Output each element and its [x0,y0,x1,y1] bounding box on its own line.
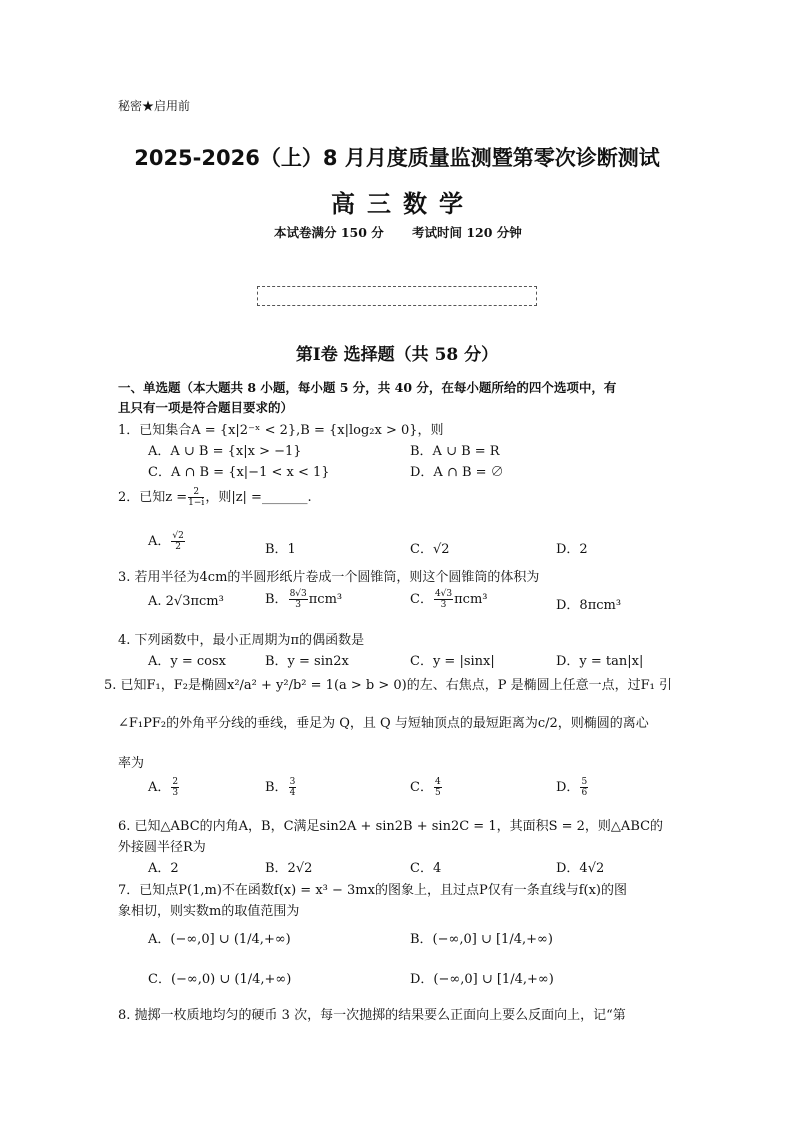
q2-option-c: C．√2 [410,542,450,557]
part-title: 第Ⅰ卷 选择题（共 58 分） [295,345,499,365]
q5-a-label: A． [148,780,171,795]
q5-d-num: 5 [581,777,588,787]
q1-option-a: A．A ∪ B = {x|x > −1} [148,444,302,459]
q5-b-num: 3 [289,777,296,787]
q4-option-c: C．y = |sinx| [410,654,495,669]
q2-frac-den: 1−i [188,498,205,508]
q2-a-label: A． [148,534,171,549]
confidential-label: 秘密★启用前 [118,99,191,113]
q7-line2: 象相切，则实数m的取值范围为 [118,904,300,919]
q5-b-label: B． [265,780,288,795]
q4-option-a: A．y = cosx [148,654,227,669]
q2-stem-pre: 2．已知z = [118,490,188,505]
q4-stem: 4. 下列函数中，最小正周期为π的偶函数是 [118,633,365,648]
subject-title: 高三数学 [331,189,475,218]
exam-time: 考试时间 120 分钟 [412,225,522,240]
q3-option-a: A. 2√3πcm³ [148,594,224,609]
exam-title: 2025-2026（上）8 月月度质量监测暨第零次诊断测试 [134,146,660,170]
section-instruction-line2: 且只有一项是符合题目要求的） [118,400,294,415]
q4-option-b: B．y = sin2x [265,654,349,669]
q2-a-den: 2 [175,542,181,552]
q6-line1: 6. 已知△ABC的内角A，B，C满足sin2A + sin2B + sin2C = 1，其面积S = 2，则△ABC的 [118,819,664,834]
q1-stem: 1．已知集合A = {x|2⁻ˣ < 2},B = {x|log₂x > 0}，则 [118,423,444,438]
full-marks: 本试卷满分 150 分 [274,225,384,240]
q4-option-d: D．y = tan|x| [556,654,644,669]
q6-option-c: C．4 [410,861,442,876]
q3-c-den: 3 [440,600,447,610]
q2-option-a [148,530,186,552]
q1-option-b: B．A ∪ B = R [410,444,500,459]
q5-c-label: C． [410,780,433,795]
q3-c-num: 4√3 [434,589,453,599]
q2-stem-post: ，则|z| =_______. [205,490,312,505]
q5-a-num: 2 [172,777,179,787]
section-instruction-line1: 一、单选题（本大题共 8 小题，每小题 5 分，共 40 分，在每小题所给的四个选项中，有 [118,380,617,395]
q5-option-d [556,776,589,798]
q1-option-c: C．A ∩ B = {x|−1 < x < 1} [148,465,330,480]
q5-option-c [410,776,443,798]
q5-a-den: 3 [172,788,179,798]
q3-option-b [265,588,342,610]
q5-b-fraction [289,777,297,798]
q3-b-den: 3 [295,600,302,610]
q2-stem [118,486,312,508]
q5-b-den: 4 [289,788,296,798]
q6-option-a: A．2 [148,861,179,876]
q5-d-label: D． [556,780,580,795]
q3-b-num: 8√3 [289,589,307,599]
q7-option-d: D．(−∞,0] ∪ [1/4,+∞) [410,972,554,987]
q5-c-num: 4 [434,777,441,787]
q3-option-c [410,588,488,610]
q5-c-den: 5 [434,788,441,798]
q8-line1: 8. 抛掷一枚质地均匀的硬币 3 次，每一次抛掷的结果要么正面向上要么反面向上，记“第 [118,1008,626,1023]
q5-option-b [265,776,297,798]
q3-c-unit: πcm³ [454,592,488,607]
q3-option-d: D．8πcm³ [556,598,622,613]
q5-line1: 5. 已知F₁，F₂是椭圆x²/a² + y²/b² = 1(a > b > 0)的左、右焦点，P 是椭圆上任意一点，过F₁ 引 [104,678,672,693]
q7-option-c: C．(−∞,0) ∪ (1/4,+∞) [148,972,292,987]
q7-line1: 7．已知点P(1,m)不在函数f(x) = x³ − 3mx的图象上，且过点P仅有一条直线与f(x)的图 [118,883,627,898]
q3-b-fraction [289,589,308,610]
q3-b-label: B． [265,592,288,607]
q5-d-fraction [580,777,588,798]
q3-b-unit: πcm³ [308,592,343,607]
q6-line2: 外接圆半径R为 [118,840,206,855]
q5-line2: ∠F₁PF₂的外角平分线的垂线，垂足为 Q，且 Q 与短轴顶点的最短距离为c/2，则椭圆的离心 [118,716,649,731]
q5-d-den: 6 [581,788,588,798]
q3-stem: 3. 若用半径为4cm的半圆形纸片卷成一个圆锥筒，则这个圆锥筒的体积为 [118,570,540,585]
q5-line3: 率为 [118,756,145,771]
q2-a-fraction [171,531,184,552]
q1-option-d: D．A ∩ B = ∅ [410,465,504,480]
q2-fraction [188,487,204,508]
barcode-box [257,286,537,306]
q3-c-label: C． [410,592,433,607]
q2-frac-num: 2 [188,487,204,498]
q7-option-b: B．(−∞,0] ∪ [1/4,+∞) [410,932,553,947]
q6-option-b: B．2√2 [265,861,313,876]
q5-a-fraction [171,777,179,798]
q7-option-a: A．(−∞,0] ∪ (1/4,+∞) [148,932,291,947]
q5-c-fraction [434,777,442,798]
q3-c-fraction [434,589,453,610]
q5-option-a [148,776,180,798]
q2-a-num: √2 [172,531,184,541]
q2-option-b: B．1 [265,542,296,557]
q2-option-d: D．2 [556,542,588,557]
q6-option-d: D．4√2 [556,861,605,876]
